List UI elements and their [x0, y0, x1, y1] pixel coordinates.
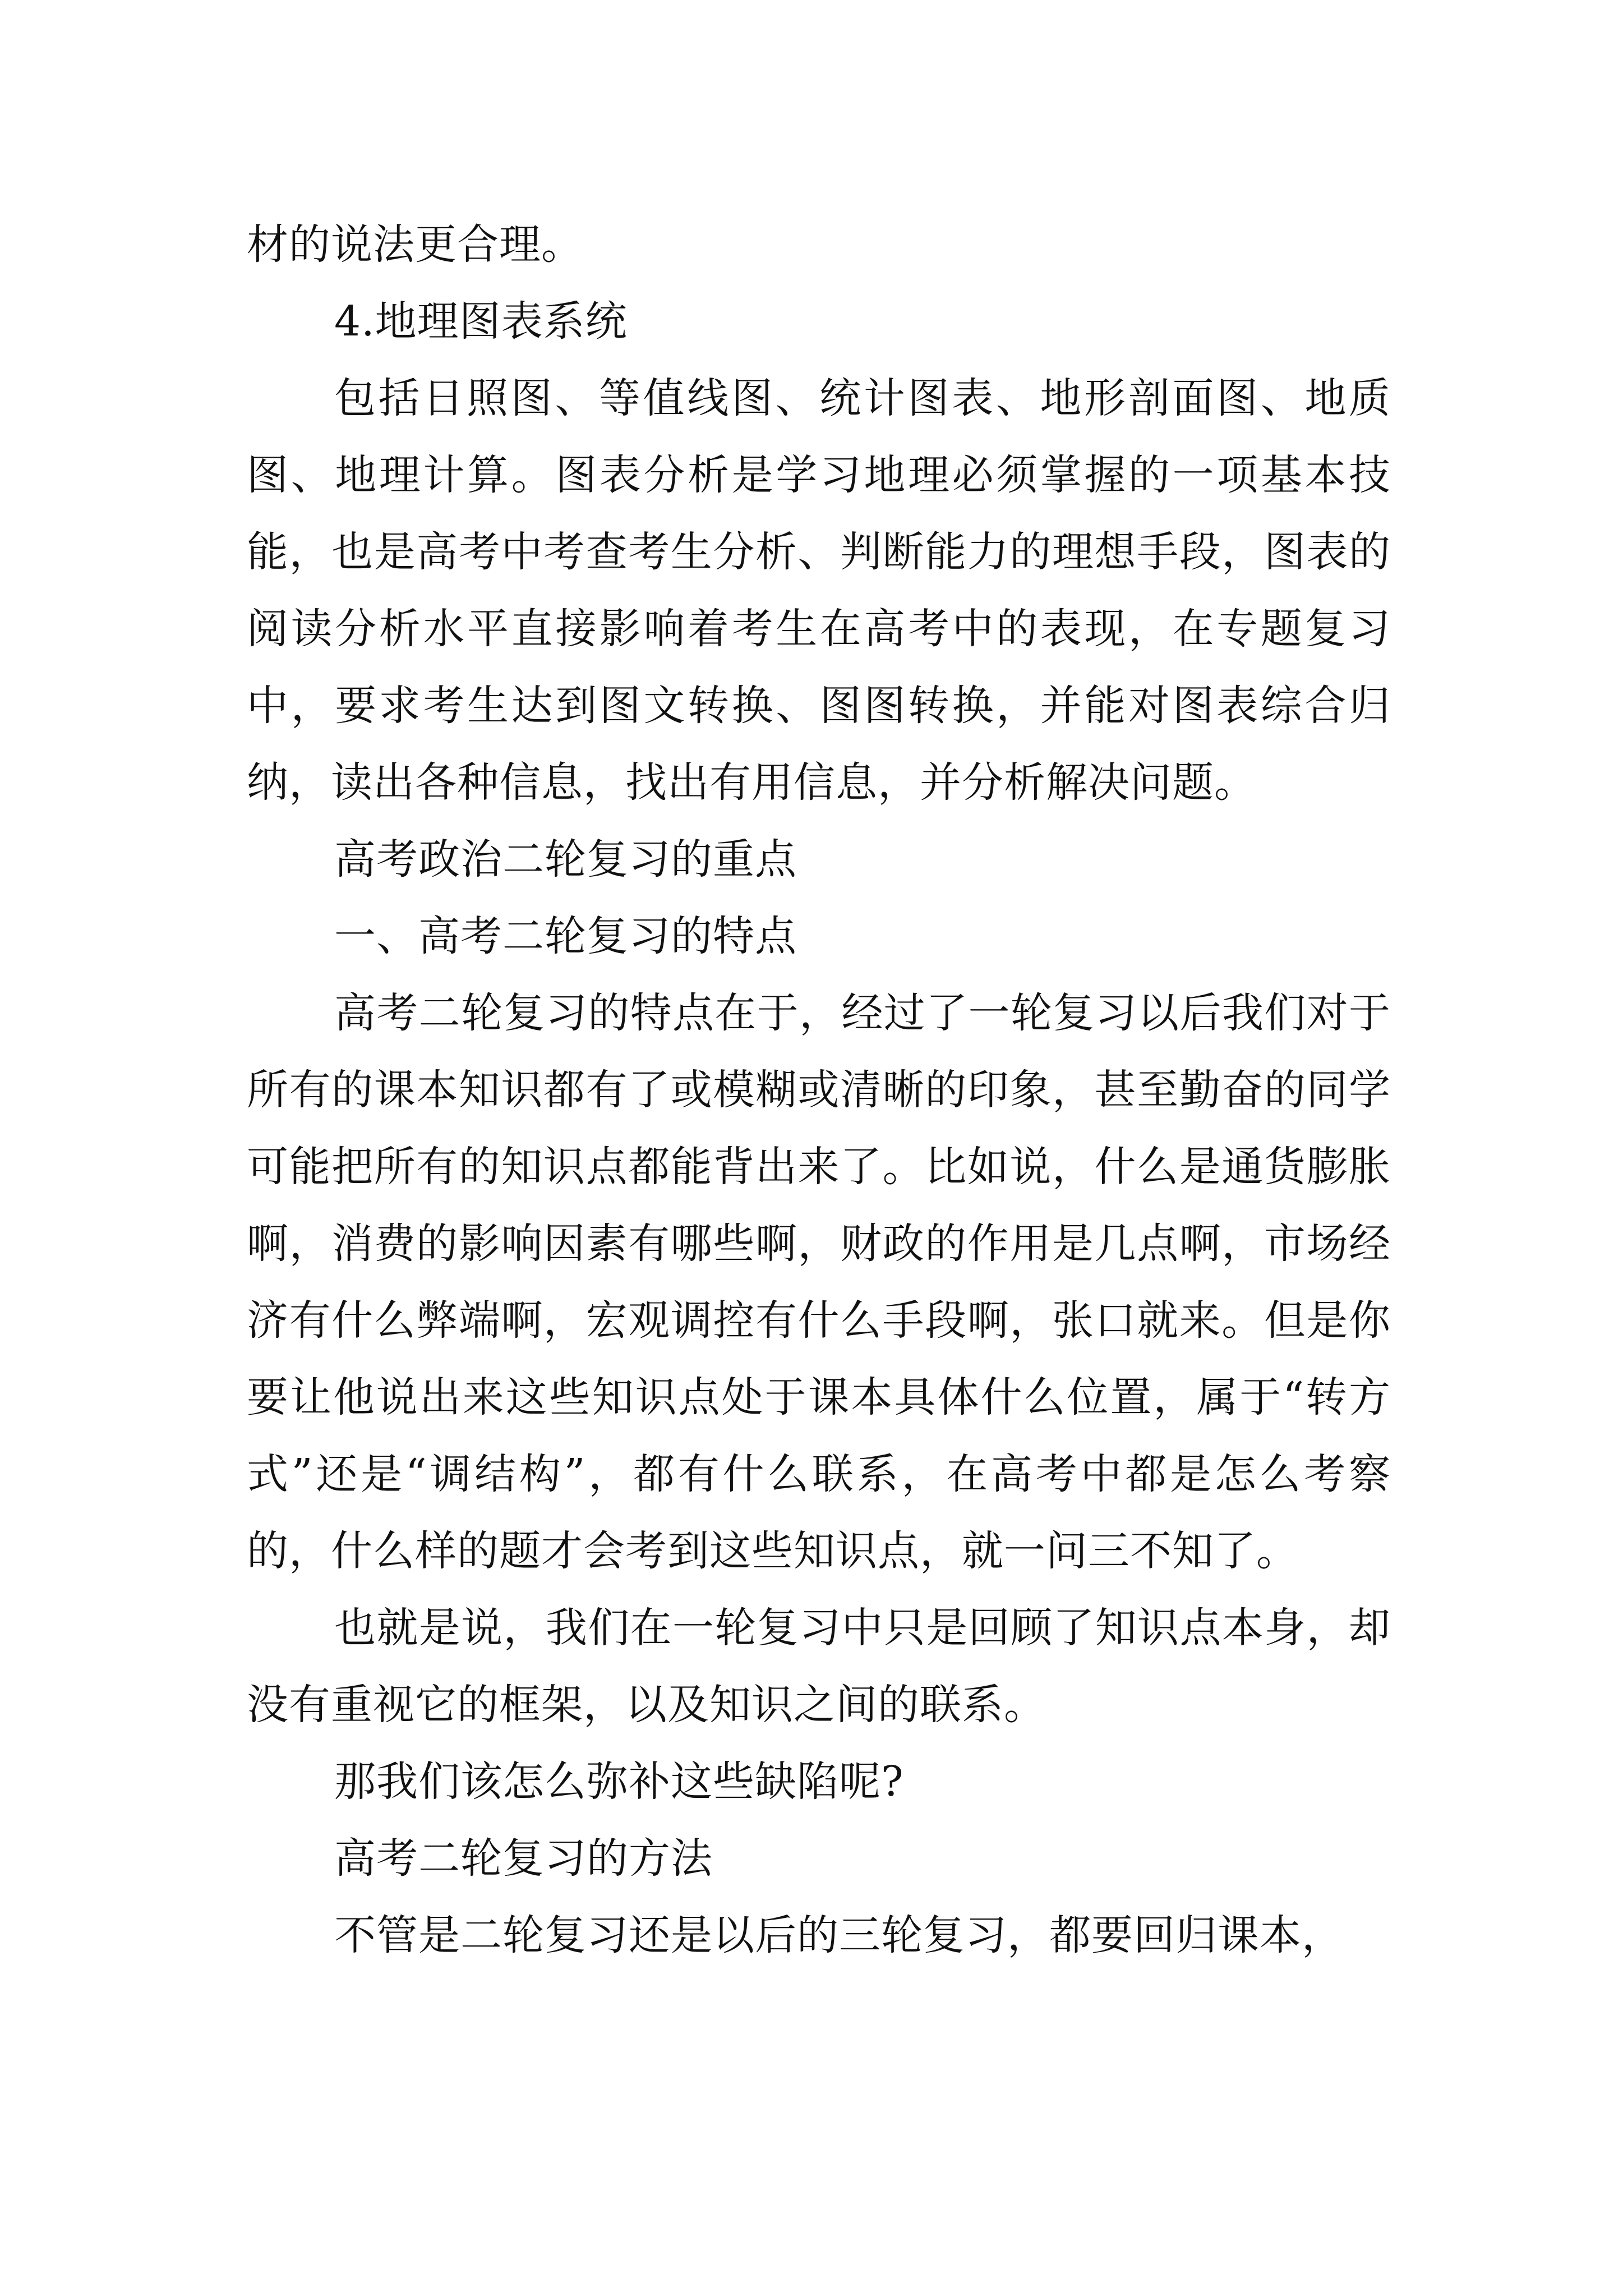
section-heading-review-methods: 高考二轮复习的方法 — [334, 1834, 713, 1883]
section-heading-politics-review: 高考政治二轮复习的重点 — [334, 835, 797, 884]
paragraph-question: 那我们该怎么弥补这些缺陷呢? — [334, 1757, 904, 1806]
paragraph-review-features: 高考二轮复习的特点在于，经过了一轮复习以后我们对于所有的课本知识都有了或模糊或清晰的印象，甚至勤奋的同学可能把所有的知识点都能背出来了。比如说，什么是通货膨胀啊，消费的影响因素有哪些啊，财政的作用是几点啊，市场经济有什么弊端啊，宏观调控有什么手段啊，张口就来。但是你要让他说出来这些知识点处于课本具体什么位置，属于“转方式”还是“调结构”，都有什么联系，在高考中都是怎么考察的，什么样的题才会考到这些知识点，就一问三不知了。 — [247, 989, 1391, 1575]
paragraph-geography-charts: 包括日照图、等值线图、统计图表、地形剖面图、地质图、地理计算。图表分析是学习地理必须掌握的一项基本技能，也是高考中考查考生分析、判断能力的理想手段，图表的阅读分析水平直接影响着考生在高考中的表现，在专题复习中，要求考生达到图文转换、图图转换，并能对图表综合归纳，读出各种信息，找出有用信息，并分析解决问题。 — [247, 374, 1391, 807]
document-body — [247, 206, 1391, 1974]
section-heading-review-features: 一、高考二轮复习的特点 — [334, 912, 797, 960]
paragraph-review-summary: 也就是说，我们在一轮复习中只是回顾了知识点本身，却没有重视它的框架，以及知识之间的联系。 — [247, 1604, 1391, 1729]
paragraph-review-methods: 不管是二轮复习还是以后的三轮复习，都要回归课本， — [334, 1911, 1344, 1959]
paragraph-continued: 材的说法更合理。 — [247, 220, 583, 269]
section-heading-geography-charts: 4.地理图表系统 — [334, 297, 628, 346]
